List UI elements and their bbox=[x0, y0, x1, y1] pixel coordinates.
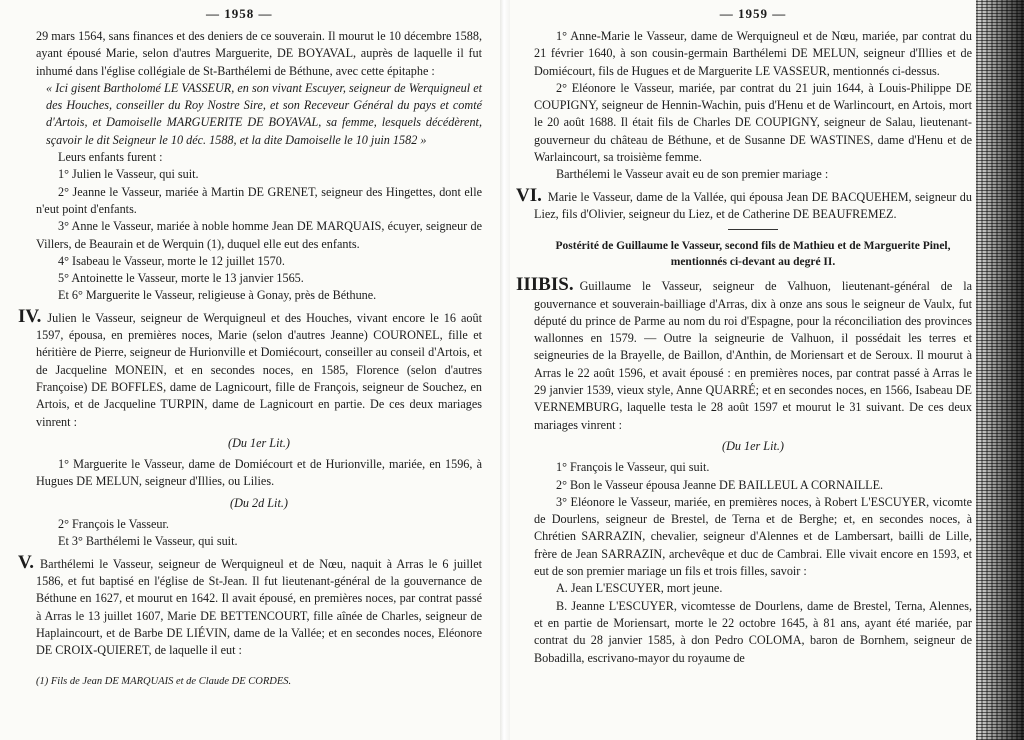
right-page bbox=[510, 0, 1024, 740]
child-entry: 3° Eléonore le Vasseur, mariée, en premières noces, à Robert L'ESCUYER, vicomte de Dourlens, seigneur de Brestel, de Terna et de Berghe; et, en secondes noces, à Chrétien SARRAZIN, chevalier, seigneur d'Alennes et de Lambersart, bailli de Lille, frère de Jean SARRAZIN, archevêque et duc de Cambrai. Elle vivait encore en 1593, et eut de son premier mariage un fils et trois filles, savoir : bbox=[534, 494, 972, 579]
generation-text: Julien le Vasseur, seigneur de Werquigneul et des Houches, vivant encore le 16 août 1597, épousa, en premières noces, Marie (selon d'autres Jeanne) COURONEL, fille et héritière de Pierre, seigneur de Hurionville et Domiécourt, conseiller au conseil d'Artois, et de Jacqueline MONEIN, et en secondes noces, en 1585, Florence (selon d'autres Françoise) DE BOFFLES, dame de Lagnicourt, fille de François, seigneur de Souchez, en Artois, et de Jacqueline TURPIN, dame de Lagnicourt en partie. De ces deux mariages vinrent : bbox=[36, 310, 482, 429]
child-entry: 2° Jeanne le Vasseur, mariée à Martin DE GRENET, seigneur des Hingettes, dont elle n'eut point d'enfants. bbox=[36, 184, 482, 216]
child-entry: 2° Bon le Vasseur épousa Jeanne DE BAILLEUL A CORNAILLE. bbox=[556, 477, 884, 492]
child-entry: Et 6° Marguerite le Vasseur, religieuse à Gonay, près de Béthune. bbox=[58, 288, 377, 303]
lit-heading: (Du 1er Lit.) bbox=[722, 438, 784, 453]
generation-text: Marie le Vasseur, dame de la Vallée, qui épousa Jean DE BACQUEHEM, seigneur du Liez, fils d'Olivier, seigneur du Liez, et de Catherine DE BEAUFREMEZ. bbox=[534, 189, 972, 221]
page-number-left: — 1958 — bbox=[206, 6, 273, 21]
child-entry: 1° François le Vasseur, qui suit. bbox=[556, 460, 710, 475]
lit-heading: (Du 1er Lit.) bbox=[228, 435, 290, 450]
child-entry: 1° Anne-Marie le Vasseur, dame de Werquigneul et de Nœu, mariée, par contrat du 21 février 1640, à son cousin-germain Barthélemi DE MELUN, seigneur d'Illies et de Domiécourt, fils de Hugues et de Marguerite LE VASSEUR, mentionnés ci-dessus. bbox=[534, 29, 972, 78]
scan-edge-shadow bbox=[976, 0, 1024, 740]
generation-numeral: IV. bbox=[18, 305, 42, 327]
epitaph: « Ici gisent Bartholomé LE VASSEUR, en son vivant Escuyer, seigneur de Werquigneul et des Houches, conseiller du Roy Nostre Sire, et son Receveur Général du pays et comté d'Artois, et Damoiselle MARGUERITE DE BOYAVAL, sa femme, lesquels décédèrent, sçavoir le dit Seigneur le 10 déc. 1588, et la dite Damoiselle le 10 juin 1582 » bbox=[46, 80, 482, 147]
generation-v bbox=[18, 551, 482, 660]
child-entry: 2° Eléonore le Vasseur, mariée, par contrat du 21 juin 1644, à Louis-Philippe DE COUPIGNY, seigneur de Hennin-Wachin, puis d'Henu et de Warlincourt, en Artois, mort le 20 août 1688. Il était fils de Charles DE COUPIGNY, seigneur de Salau, lieutenant-gouverneur du château de Béthune, et de Susanne DE WASTINES, dame d'Henu et de Warlaincourt, sa troisième femme. bbox=[534, 80, 972, 165]
child-entry: B. Jeanne L'ESCUYER, vicomtesse de Dourlens, dame de Brestel, Terna, Alennes, et en partie de Moriensart, morte le 22 octobre 1645, à 81 ans, ayant été mariée, par contrat du 28 janvier 1585, à don Pedro COLOMA, baron de Bornhem, seigneur de Bobadilla, escrivano-mayor du royaume de bbox=[534, 598, 972, 665]
section-divider bbox=[728, 229, 778, 230]
child-entry: 3° Anne le Vasseur, mariée à noble homme Jean DE MARQUAIS, écuyer, seigneur de Villers, de Beaurain et de Werquin (1), duquel elle eut des enfants. bbox=[36, 219, 482, 251]
generation-numeral: V. bbox=[18, 551, 35, 573]
section-heading: Postérité de Guillaume le Vasseur, second fils de Mathieu et de Marguerite Pinel, mentionnés ci-devant au degré II. bbox=[555, 240, 951, 269]
child-entry: 4° Isabeau le Vasseur, morte le 12 juillet 1570. bbox=[58, 253, 285, 268]
generation-iv bbox=[18, 305, 482, 431]
left-page bbox=[0, 0, 500, 740]
text-line: Barthélemi le Vasseur avait eu de son premier mariage : bbox=[556, 167, 829, 182]
footnote: (1) Fils de Jean DE MARQUAIS et de Claude DE CORDES. bbox=[36, 676, 292, 688]
child-entry: Et 3° Barthélemi le Vasseur, qui suit. bbox=[58, 534, 238, 549]
child-entry: 1° Julien le Vasseur, qui suit. bbox=[58, 167, 199, 182]
generation-text: Guillaume le Vasseur, seigneur de Valhuon, lieutenant-général de la gouvernance et souverain-bailliage d'Arras, dix à onze ans sous le seigneur de Vaulx, fut député du prince de Parme au nom du roi d'Espagne, pour la réconciliation des provinces wallonnes en 1579. — Outre la seigneurie de Valhuon, il possédait les terres et seigneuries de la Brayelle, de Baillon, d'Anthin, de Moriensart et de Seroux. Il mourut à Arras le 22 août 1596, et avait épousé : en premières noces, par contrat passé à Arras le 29 janvier 1539, vieux style, Anne QUARRÉ; et en secondes noces, en 1566, Isabeau DE VERNEMBURG, laquelle testa le 28 août 1597 et mourut le 31 suivant. De ces deux mariages vinrent : bbox=[534, 279, 972, 432]
generation-vi bbox=[516, 184, 972, 224]
child-entry: 1° Marguerite le Vasseur, dame de Domiécourt et de Hurionville, mariée, en 1596, à Hugues DE MELUN, seigneur d'Illies, ou Lilies. bbox=[36, 457, 482, 489]
child-entry: 5° Antoinette le Vasseur, morte le 13 janvier 1565. bbox=[58, 271, 304, 286]
generation-text: Barthélemi le Vasseur, seigneur de Werquigneul et de Nœu, naquit à Arras le 6 juillet 1586, et fut baptisé en l'église de St-Jean. Il fut lieutenant-général de la gouvernance de Béthune en 1627, et mourut en 1642. Il avait épousé, en premières noces, par contrat passé à Arras le 13 juillet 1607, Marie DE BETTENCOURT, fille aînée de Charles, seigneur de Haplaincourt, et de Barbe DE LIÉVIN, dame de la Vallée; et en secondes noces, Eléonore DE CROIX-QUIERET, de laquelle il eut : bbox=[36, 556, 482, 658]
child-entry: 2° François le Vasseur. bbox=[58, 517, 169, 532]
generation-iii-bis bbox=[516, 274, 972, 434]
lit-heading: (Du 2d Lit.) bbox=[230, 495, 288, 510]
text-line: Leurs enfants furent : bbox=[58, 150, 163, 165]
generation-numeral: VI. bbox=[516, 184, 542, 206]
book-gutter bbox=[500, 0, 510, 740]
generation-numeral: IIIBIS. bbox=[516, 274, 574, 296]
page-number-right: — 1959 — bbox=[719, 6, 787, 21]
text-line: 29 mars 1564, sans finances et des deniers de ce souverain. Il mourut le 10 décembre 1588, ayant épousé Marie, selon d'autres Marguerite, DE BOYAVAL, auprès de laquelle il fut inhumé dans l'église collégiale de St-Barthélemi de Béthune, avec cette épitaphe : bbox=[36, 29, 482, 78]
child-entry: A. Jean L'ESCUYER, mort jeune. bbox=[556, 581, 723, 596]
